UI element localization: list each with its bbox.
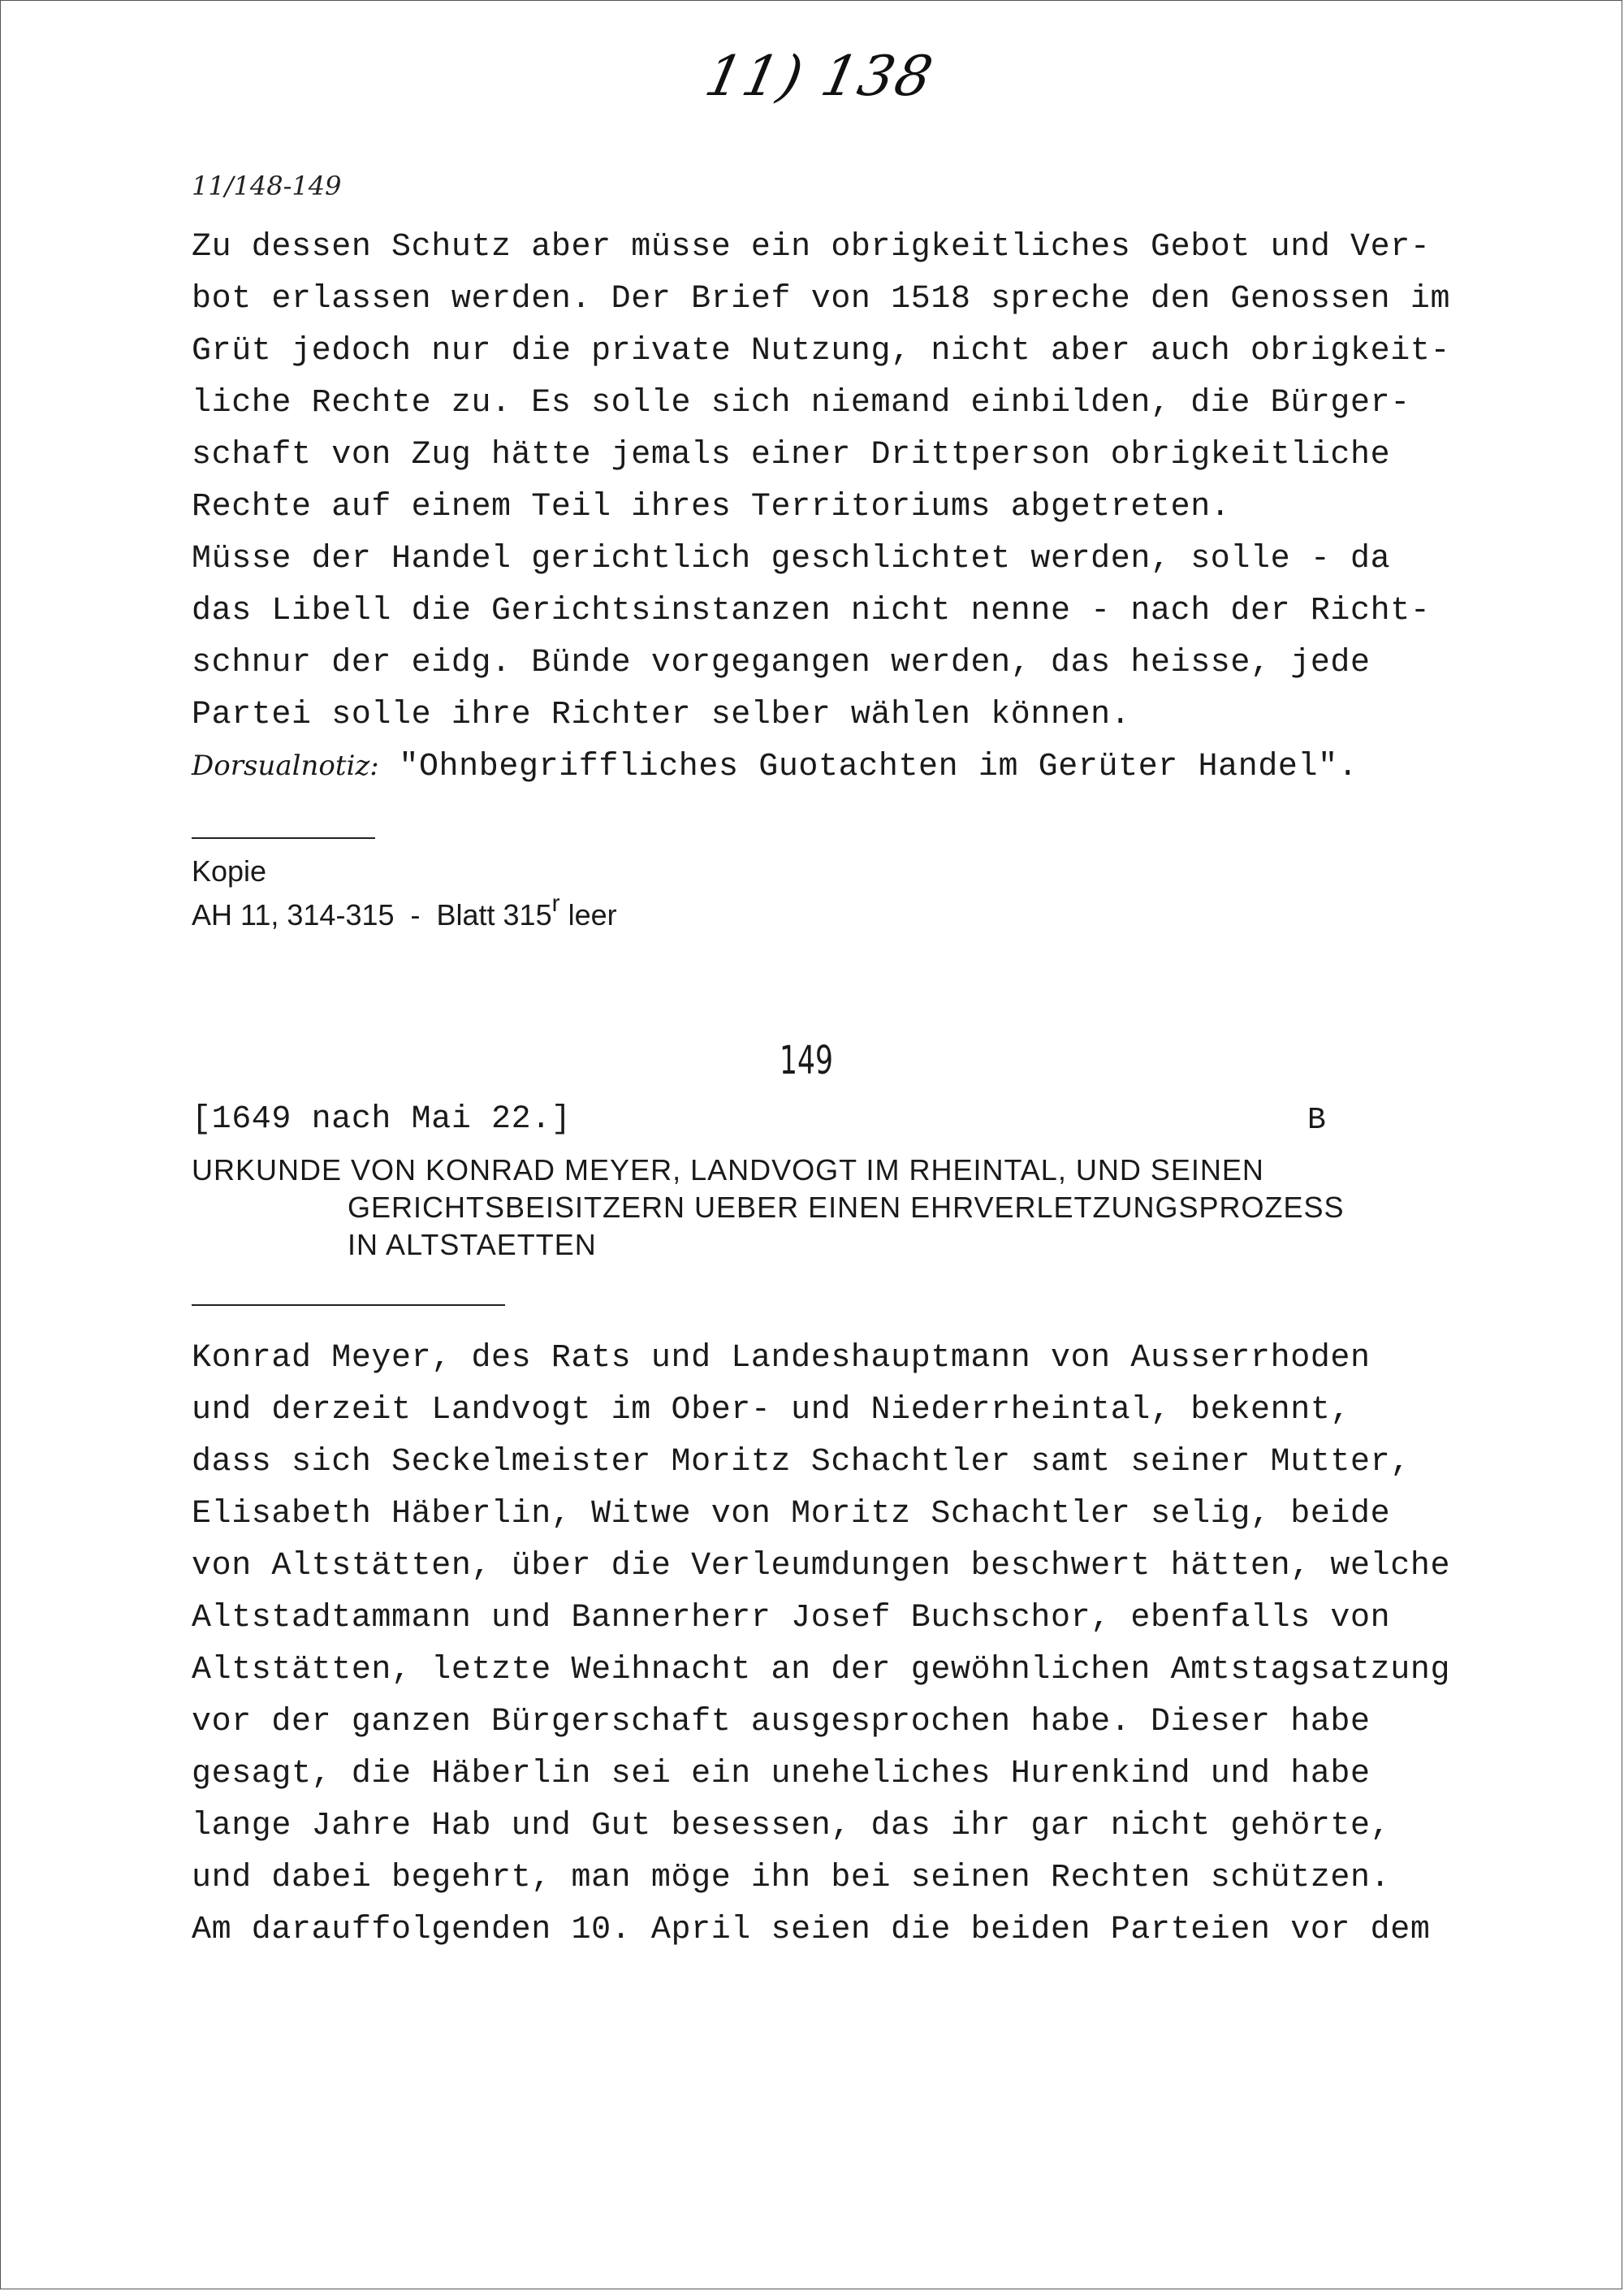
text-line: dass sich Seckelmeister Moritz Schachtler samt seiner Mutter, xyxy=(192,1444,1410,1481)
handwritten-folio-note: 11) 138 xyxy=(699,45,939,109)
dorsual-label: Dorsualnotiz: xyxy=(192,750,379,782)
document-class-letter: B xyxy=(1307,1103,1326,1138)
source-superscript: r xyxy=(551,890,560,917)
text-line: liche Rechte zu. Es solle sich niemand einbilden, die Bürger- xyxy=(192,385,1410,421)
text-line: Altstätten, letzte Weihnacht an der gewöhnlichen Amtstagsatzung xyxy=(192,1652,1451,1688)
text-line: vor der ganzen Bürgerschaft ausgesprochen habe. Dieser habe xyxy=(192,1704,1371,1740)
footnote-divider xyxy=(192,837,375,839)
text-line: schnur der eidg. Bünde vorgegangen werden, das heisse, jede xyxy=(192,645,1371,681)
source-type: Kopie xyxy=(192,854,267,888)
document-title-line: IN ALTSTAETTEN xyxy=(348,1228,597,1261)
document-date: [1649 nach Mai 22.] xyxy=(192,1101,572,1138)
text-line: Grüt jedoch nur die private Nutzung, nicht aber auch obrigkeit- xyxy=(192,333,1451,370)
text-line: bot erlassen werden. Der Brief von 1518 spreche den Genossen im xyxy=(192,281,1451,318)
text-line: und dabei begehrt, man möge ihn bei seinen Rechten schützen. xyxy=(192,1860,1391,1896)
document-title-line: URKUNDE VON KONRAD MEYER, LANDVOGT IM RHEINTAL, UND SEINEN xyxy=(192,1153,1264,1187)
dorsual-text: "Ohnbegriffliches Guotachten im Gerüter Handel". xyxy=(378,749,1358,785)
text-line: Partei solle ihre Richter selber wählen können. xyxy=(192,697,1131,733)
reference-number: 11/148-149 xyxy=(192,171,342,201)
source-ref-text: AH 11, 314-315 - Blatt 315 xyxy=(192,898,552,932)
source-reference xyxy=(192,890,617,932)
text-line: gesagt, die Häberlin sei ein uneheliches Hurenkind und habe xyxy=(192,1756,1371,1792)
text-line: und derzeit Landvogt im Ober- und Niederrheintal, bekennt, xyxy=(192,1392,1351,1429)
text-line: Konrad Meyer, des Rats und Landeshauptmann von Ausserrhoden xyxy=(192,1340,1371,1377)
document-number: 149 xyxy=(780,1038,833,1083)
dorsual-note xyxy=(192,749,1358,785)
text-line: Zu dessen Schutz aber müsse ein obrigkeitliches Gebot und Ver- xyxy=(192,229,1431,266)
title-divider xyxy=(192,1304,505,1306)
text-line: Müsse der Handel gerichtlich geschlichtet werden, solle - da xyxy=(192,541,1391,577)
text-line: lange Jahre Hab und Gut besessen, das ihr gar nicht gehörte, xyxy=(192,1808,1391,1844)
text-line: schaft von Zug hätte jemals einer Drittperson obrigkeitliche xyxy=(192,437,1391,473)
text-line: Rechte auf einem Teil ihres Territoriums abgetreten. xyxy=(192,489,1231,525)
text-line: das Libell die Gerichtsinstanzen nicht nenne - nach der Richt- xyxy=(192,593,1431,629)
text-line: Elisabeth Häberlin, Witwe von Moritz Schachtler selig, beide xyxy=(192,1496,1391,1532)
document-title-line: GERICHTSBEISITZERN UEBER EINEN EHRVERLETZUNGSPROZESS xyxy=(348,1191,1345,1224)
text-line: Am darauffolgenden 10. April seien die beiden Parteien vor dem xyxy=(192,1912,1431,1948)
source-tail: leer xyxy=(559,898,617,932)
text-line: von Altstätten, über die Verleumdungen beschwert hätten, welche xyxy=(192,1548,1451,1584)
text-line: Altstadtammann und Bannerherr Josef Buchschor, ebenfalls von xyxy=(192,1600,1391,1636)
